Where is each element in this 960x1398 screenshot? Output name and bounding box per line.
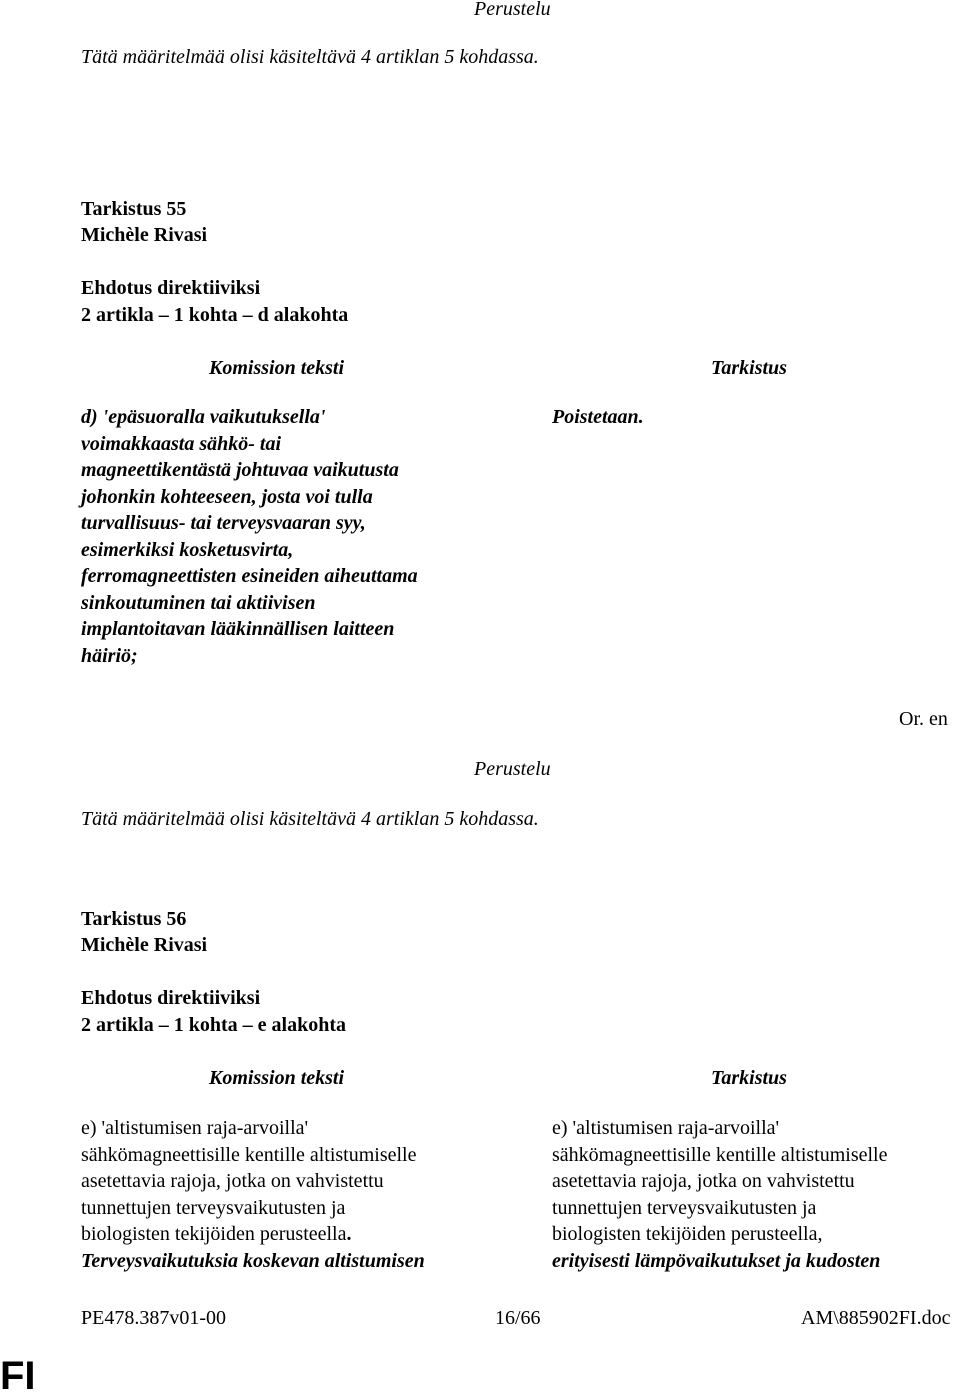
text-line: ferromagneettisten esineiden aiheuttama <box>81 565 418 587</box>
footer-file-name: AM\885902FI.doc <box>801 1307 951 1329</box>
footer-page-number: 16/66 <box>495 1307 541 1329</box>
justification-heading: Perustelu <box>474 0 551 20</box>
justification-heading: Perustelu <box>474 758 551 780</box>
commission-text-body <box>81 404 418 669</box>
amendment-heading: Tarkistus <box>711 357 787 379</box>
amendment-heading: Tarkistus <box>711 1067 787 1089</box>
proposal-type: Ehdotus direktiiviksi <box>81 277 261 299</box>
text-line: johonkin kohteeseen, josta voi tulla <box>81 485 373 508</box>
text-line: implantoitavan lääkinnällisen laitteen <box>81 618 395 640</box>
text-line: sähkömagneettisille kentille altistumiselle <box>81 1143 417 1166</box>
proposal-type: Ehdotus direktiiviksi <box>81 987 261 1009</box>
text-line: magneettikentästä johtuvaa vaikutusta <box>81 459 399 481</box>
text-line: sähkömagneettisille kentille altistumiselle <box>552 1143 888 1166</box>
language-code: FI <box>0 1354 36 1398</box>
amendment-number: Tarkistus 56 <box>81 908 187 930</box>
amendment-author: Michèle Rivasi <box>81 934 208 956</box>
text-line: tunnettujen terveysvaikutusten ja <box>81 1196 346 1219</box>
amendment-text-body <box>552 1115 887 1274</box>
text-line: e) 'altistumisen raja-arvoilla' <box>81 1117 309 1139</box>
text-line: esimerkiksi kosketusvirta, <box>81 538 294 561</box>
deleted-marker: . <box>346 1223 352 1245</box>
text-line: voimakkaasta sähkö- tai <box>81 432 282 455</box>
text-line <box>81 1221 425 1248</box>
text-line: sinkoutuminen tai aktiivisen <box>81 591 316 614</box>
justification-text: Tätä määritelmää olisi käsiteltävä 4 artiklan 5 kohdassa. <box>81 808 539 830</box>
text-line: häiriö; <box>81 644 138 667</box>
text-line: tunnettujen terveysvaikutusten ja <box>552 1196 817 1219</box>
text-line: e) 'altistumisen raja-arvoilla' <box>552 1117 780 1139</box>
text-line: d) 'epäsuoralla vaikutuksella' <box>81 406 326 428</box>
amendment-author: Michèle Rivasi <box>81 224 208 246</box>
amendment-text: Poistetaan. <box>552 406 644 428</box>
commission-text-heading: Komission teksti <box>209 357 345 379</box>
text-line: turvallisuus- tai terveysvaaran syy, <box>81 512 366 534</box>
text-line: asetettavia rajoja, jotka on vahvistettu <box>552 1170 855 1192</box>
original-language: Or. en <box>899 708 948 730</box>
text-line: erityisesti lämpövaikutukset ja kudosten <box>552 1249 881 1272</box>
text-segment: biologisten tekijöiden perusteella <box>81 1223 347 1245</box>
article-reference: 2 artikla – 1 kohta – e alakohta <box>81 1014 347 1036</box>
text-line: asetettavia rajoja, jotka on vahvistettu <box>81 1170 384 1192</box>
footer-doc-ref: PE478.387v01-00 <box>81 1307 226 1329</box>
article-reference: 2 artikla – 1 kohta – d alakohta <box>81 304 349 326</box>
commission-text-body <box>81 1115 425 1274</box>
text-line: biologisten tekijöiden perusteella, <box>552 1223 823 1245</box>
justification-text: Tätä määritelmää olisi käsiteltävä 4 artiklan 5 kohdassa. <box>81 46 539 68</box>
amendment-number: Tarkistus 55 <box>81 198 187 220</box>
text-line: Terveysvaikutuksia koskevan altistumisen <box>81 1249 425 1272</box>
commission-text-heading: Komission teksti <box>209 1067 345 1089</box>
